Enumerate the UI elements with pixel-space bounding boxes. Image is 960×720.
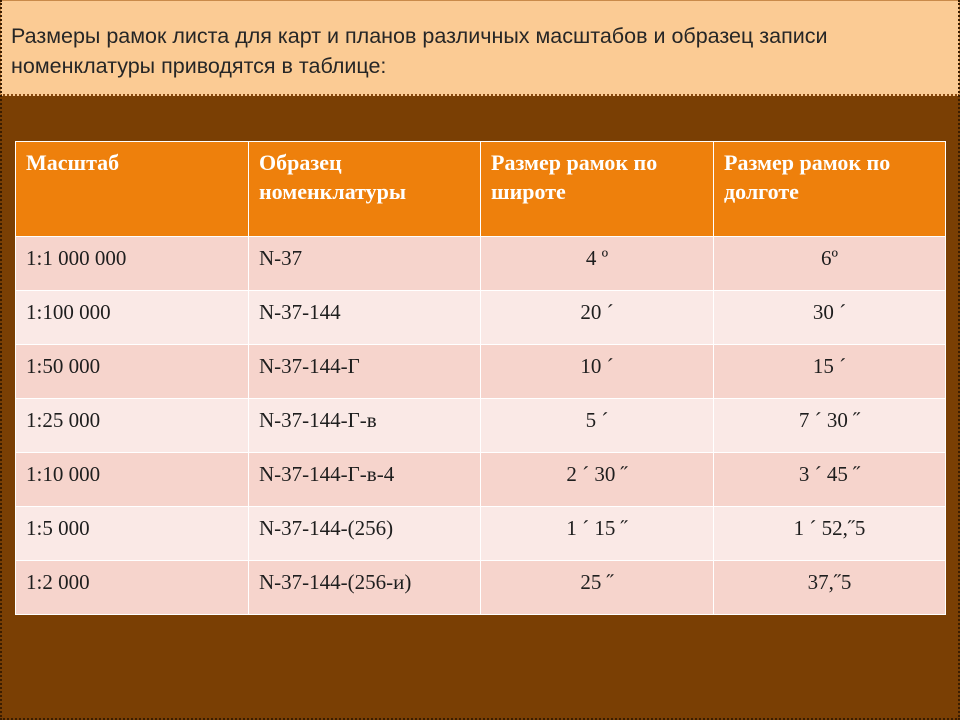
table-row xyxy=(16,453,946,507)
cell-latitude: 20 ´ xyxy=(481,291,714,345)
table-row xyxy=(16,291,946,345)
table-row xyxy=(16,399,946,453)
cell-longitude: 37,˝5 xyxy=(714,561,946,615)
header-scale: Масштаб xyxy=(16,142,249,237)
cell-nomenclature: N-37-144-Г-в-4 xyxy=(249,453,481,507)
cell-longitude: 30 ´ xyxy=(714,291,946,345)
table-header-row xyxy=(16,142,946,237)
cell-nomenclature: N-37 xyxy=(249,237,481,291)
cell-scale: 1:100 000 xyxy=(16,291,249,345)
caption-text: Размеры рамок листа для карт и планов различных масштабов и образец записи номенклатуры приводятся в таблице: xyxy=(11,24,828,78)
table-body xyxy=(16,237,946,615)
nomenclature-table-container xyxy=(15,141,945,615)
cell-nomenclature: N-37-144 xyxy=(249,291,481,345)
caption-box xyxy=(0,0,960,96)
header-longitude-size: Размер рамок по долготе xyxy=(714,142,946,237)
table-row xyxy=(16,507,946,561)
cell-longitude: 3 ´ 45 ˝ xyxy=(714,453,946,507)
cell-latitude: 25 ˝ xyxy=(481,561,714,615)
cell-scale: 1:50 000 xyxy=(16,345,249,399)
nomenclature-table xyxy=(15,141,946,615)
header-nomenclature-sample: Образец номенклатуры xyxy=(249,142,481,237)
cell-latitude: 10 ´ xyxy=(481,345,714,399)
cell-scale: 1:10 000 xyxy=(16,453,249,507)
cell-longitude: 7 ´ 30 ˝ xyxy=(714,399,946,453)
cell-scale: 1:1 000 000 xyxy=(16,237,249,291)
cell-longitude: 1 ´ 52,˝5 xyxy=(714,507,946,561)
cell-scale: 1:2 000 xyxy=(16,561,249,615)
header-latitude-size: Размер рамок по широте xyxy=(481,142,714,237)
cell-scale: 1:5 000 xyxy=(16,507,249,561)
table-row xyxy=(16,345,946,399)
table-row xyxy=(16,237,946,291)
cell-nomenclature: N-37-144-Г-в xyxy=(249,399,481,453)
cell-longitude: 15 ´ xyxy=(714,345,946,399)
table-header xyxy=(16,142,946,237)
cell-latitude: 1 ´ 15 ˝ xyxy=(481,507,714,561)
cell-latitude: 2 ´ 30 ˝ xyxy=(481,453,714,507)
cell-scale: 1:25 000 xyxy=(16,399,249,453)
cell-longitude: 6º xyxy=(714,237,946,291)
cell-latitude: 5 ´ xyxy=(481,399,714,453)
cell-nomenclature: N-37-144-Г xyxy=(249,345,481,399)
cell-nomenclature: N-37-144-(256-и) xyxy=(249,561,481,615)
table-row xyxy=(16,561,946,615)
cell-nomenclature: N-37-144-(256) xyxy=(249,507,481,561)
cell-latitude: 4 º xyxy=(481,237,714,291)
